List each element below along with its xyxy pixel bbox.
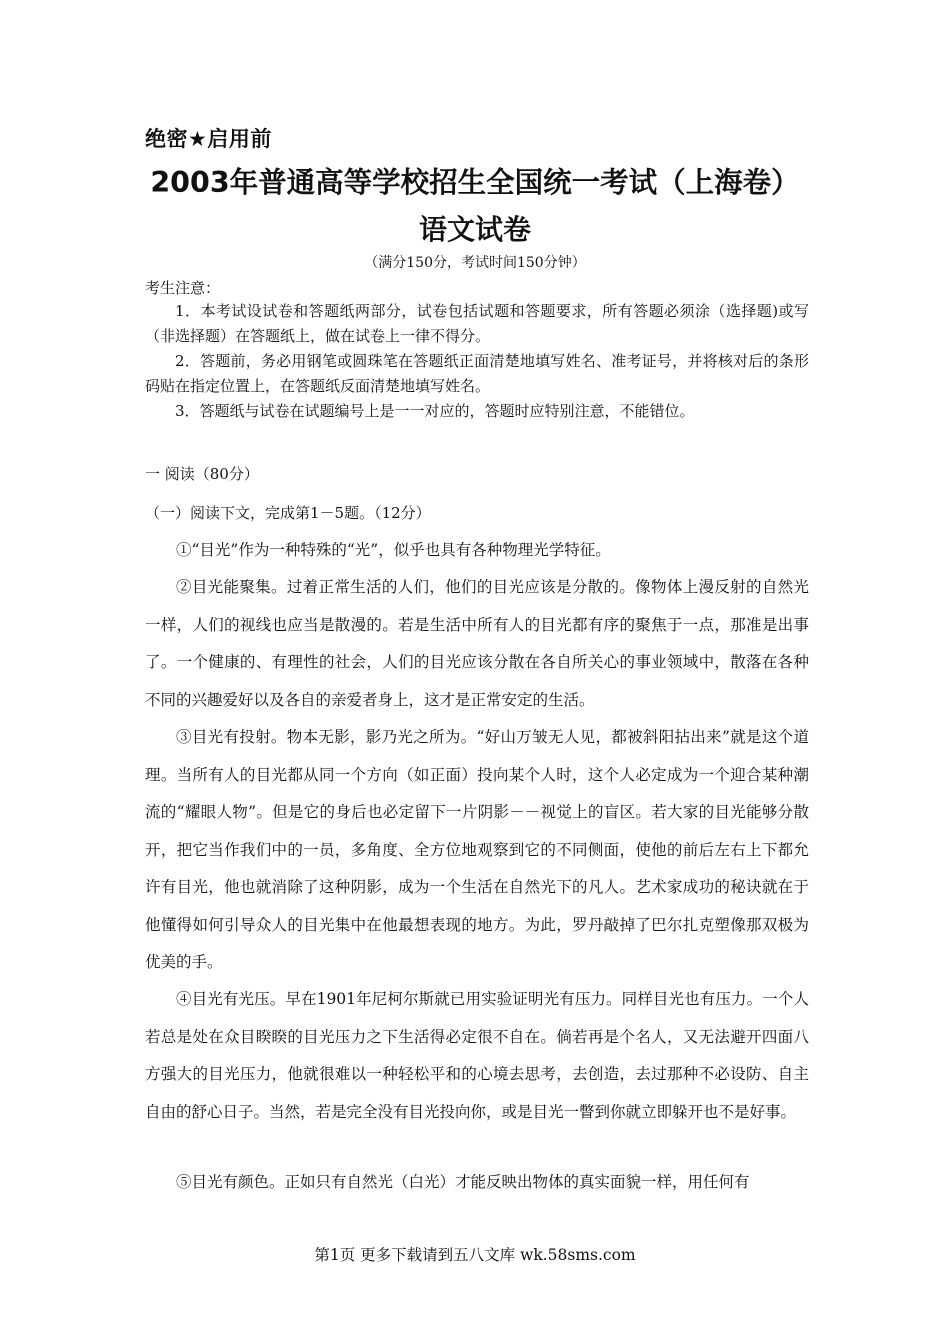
- subsection-heading: （一）阅读下文，完成第1－5题。（12分）: [145, 504, 431, 522]
- section-heading: 一 阅读（80分）: [145, 465, 259, 483]
- exam-subtitle: 语文试卷: [418, 213, 531, 246]
- passage-paragraph: ②目光能聚集。过着正常生活的人们，他们的目光应该是分散的。像物体上漫反射的自然光一样，人们的视线也应当是散漫的。若是生活中所有人的目光都有序的聚焦于一点，那准是出事了。一个健康的、有理性的社会，人们的目光应该分散在各自所关心的事业领域中，散落在各种不同的兴趣爱好以及各自的亲爱者身上，这才是正常安定的生活。: [145, 578, 809, 709]
- score-time-note: （满分150分，考试时间150分钟）: [364, 255, 586, 271]
- confidential-label: 绝密★启用前: [145, 127, 272, 151]
- passage-paragraph: ③目光有投射。物本无影，影乃光之所为。“好山万皱无人见，都被斜阳拈出来”就是这个道理。当所有人的目光都从同一个方向（如正面）投向某个人时，这个人必定成为一个迎合某种潮流的“耀眼人物”。但是它的身后也必定留下一片阴影－－视觉上的盲区。若大家的目光能够分散开，把它当作我们中的一员，多角度、全方位地观察到它的不同侧面，使他的前后左右上下都允许有目光，他也就消除了这种阴影，成为一个生活在自然光下的凡人。艺术家成功的秘诀就在于他懂得如何引导众人的目光集中在他最想表现的地方。为此，罗丹敲掉了巴尔扎克塑像那双极为优美的手。: [145, 728, 809, 971]
- notice-item: 1．本考试设试卷和答题纸两部分，试卷包括试题和答题要求，所有答题必须涂（选择题)或写（非选择题）在答题纸上，做在试卷上一律不得分。: [145, 302, 809, 345]
- notice-item: 3．答题纸与试卷在试题编号上是一一对应的，答题时应特别注意，不能错位。: [175, 402, 695, 420]
- notice-item: 2．答题前，务必用钢笔或圆珠笔在答题纸正面清楚地填写姓名、准考证号，并将核对后的条形码贴在指定位置上，在答题纸反面清楚地填写姓名。: [145, 352, 809, 395]
- page-footer: 第1页 更多下载请到五八文库 wk.58sms.com: [314, 1246, 636, 1264]
- passage-paragraph: ①“目光”作为一种特殊的“光”，似乎也具有各种物理光学特征。: [176, 541, 611, 559]
- passage-paragraph: ④目光有光压。早在1901年尼柯尔斯就已用实验证明光有压力。同样目光也有压力。一个人若总是处在众目睽睽的目光压力之下生活得必定很不自在。倘若再是个名人，又无法避开四面八方强大的目光压力，他就很难以一种轻松平和的心境去思考，去创造，去过那种不必设防、自主自由的舒心日子。当然，若是完全没有目光投向你，或是目光一瞥到你就立即躲开也不是好事。: [145, 990, 809, 1121]
- exam-title: 2003年普通高等学校招生全国统一考试（上海卷）: [150, 166, 800, 199]
- passage-paragraph: ⑤目光有颜色。正如只有自然光（白光）才能反映出物体的真实面貌一样，用任何有: [176, 1173, 750, 1191]
- notice-heading: 考生注意：: [145, 279, 221, 297]
